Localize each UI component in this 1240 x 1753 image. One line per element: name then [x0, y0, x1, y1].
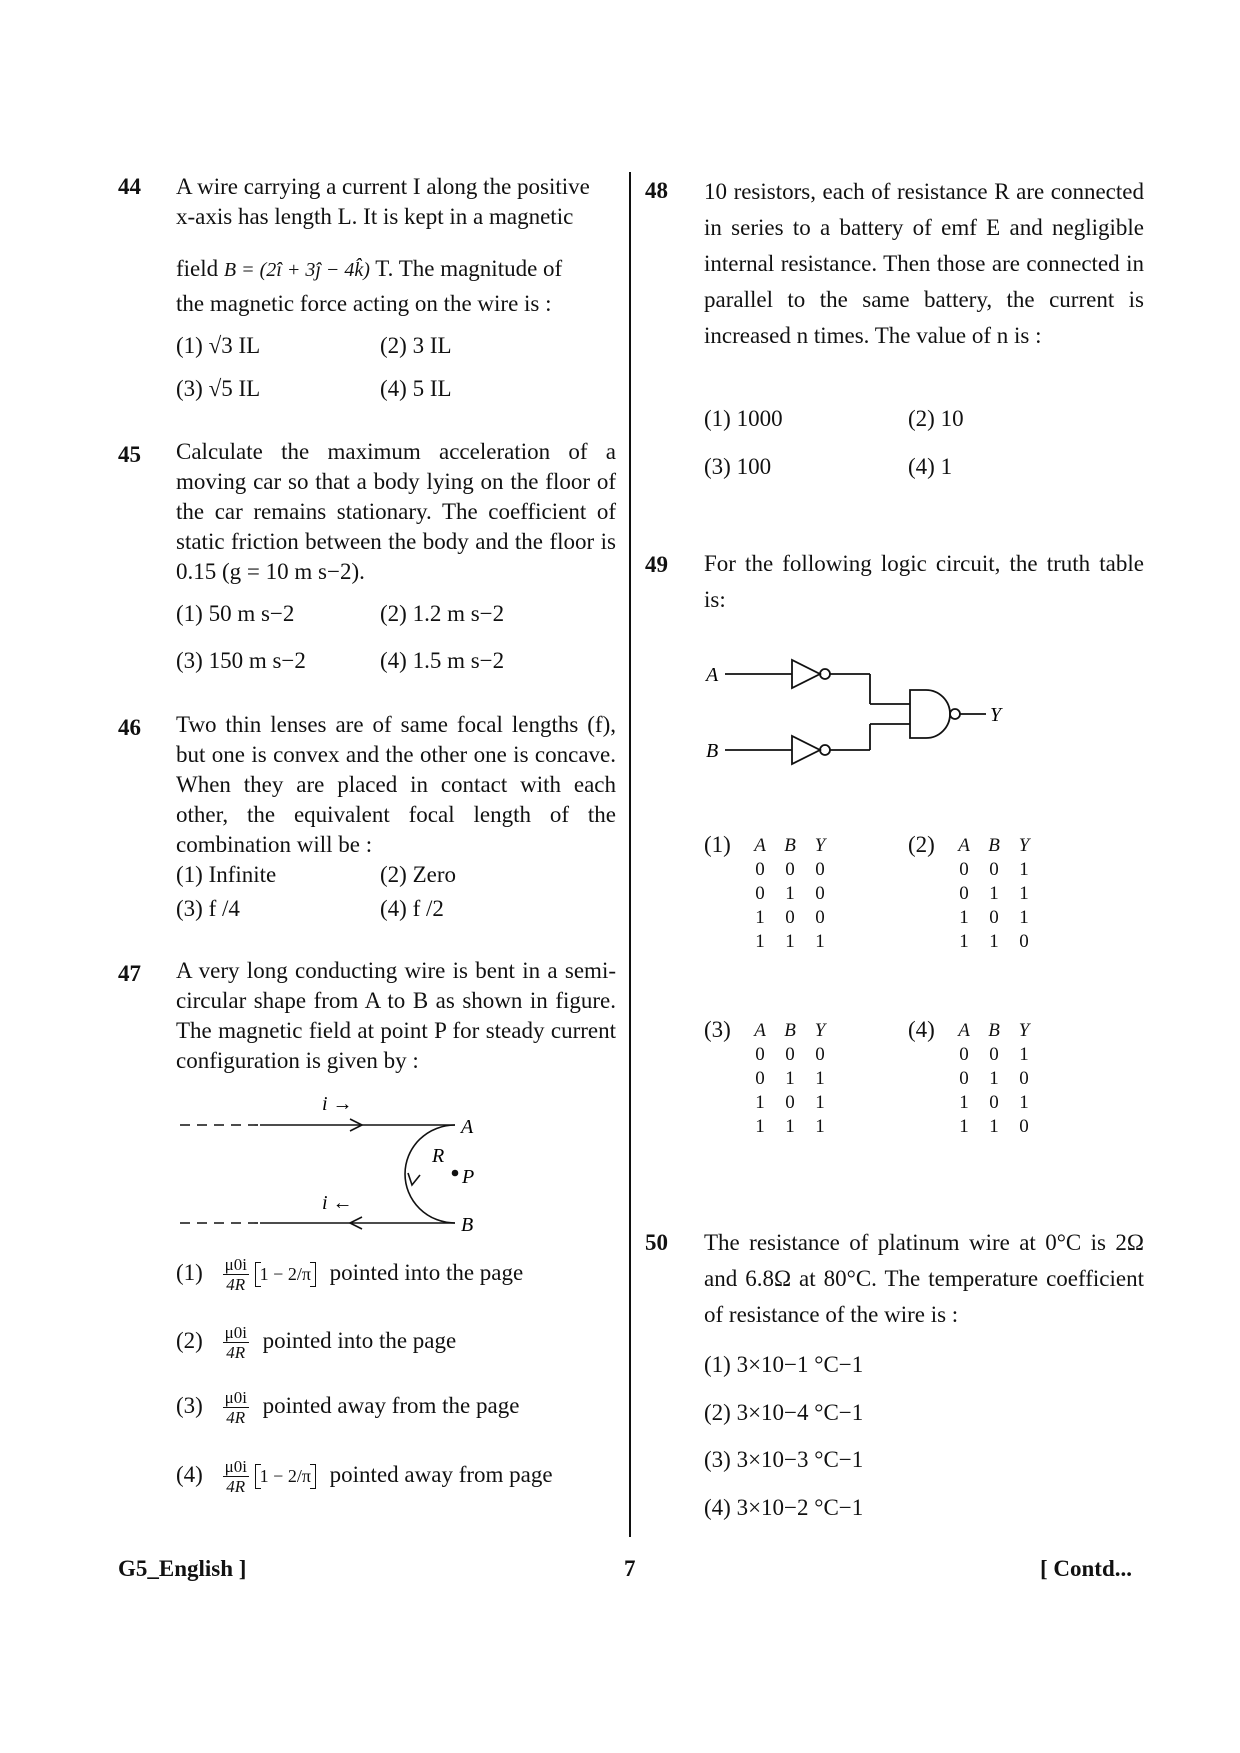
mu0i-over-4R: $\frac{\mu 0i}{4R}$: [224, 1323, 247, 1362]
footer-continued: [ Contd...: [1040, 1556, 1133, 1581]
field-vector-expression: B = (2î + 3ĵ − 4k̂): [223, 259, 370, 281]
circuit-input-B: B: [706, 740, 719, 762]
question-47-text: A very long conducting wire is bent in a semi-circular shape from A to B as shown in figure. The magnetic field at point P for steady current configuration is given by :: [176, 958, 616, 1073]
question-number-47: 47: [118, 961, 141, 986]
mu0i-over-4R: $\frac{\mu 0i}{4R}$: [224, 1388, 247, 1427]
q46-option-3[interactable]: (3) f /4: [176, 896, 240, 921]
q49-option-4-label[interactable]: (4): [908, 1017, 935, 1042]
mu0i-over-4R: $\frac{\mu 0i}{4R}$: [224, 1457, 247, 1496]
question-45-text: Calculate the maximum acceleration of a moving car so that a body lying on the floor of the car remains stationary. The coefficient of static friction between the body and the floor is 0.15 (g = 10 m s−2).: [176, 439, 616, 584]
q49-option-2-label[interactable]: (2): [908, 832, 935, 857]
q49-option-3-table[interactable]: A B Y 0 0 0 0 1 1 1 0 1 1 1 1: [754, 1020, 826, 1137]
question-49-text: For the following logic circuit, the truth table is:: [704, 551, 1144, 612]
question-number-46: 46: [118, 715, 141, 740]
q48-option-1[interactable]: (1) 1000: [704, 406, 783, 431]
q49-option-1-label[interactable]: (1): [704, 832, 731, 857]
logic-circuit-diagram: [700, 650, 1020, 780]
q44-line3: field B = (2î + 3ĵ − 4k̂) T. The magnitude of: [176, 256, 563, 281]
q47-option-3[interactable]: (3) $\frac{\mu 0i}{4R}$ pointed away from the page: [176, 1388, 520, 1427]
question-number-50: 50: [645, 1230, 668, 1255]
q50-option-3[interactable]: (3) 3×10−3 °C−1: [704, 1447, 864, 1472]
q45-option-1[interactable]: (1) 50 m s−2: [176, 601, 295, 626]
q50-option-4[interactable]: (4) 3×10−2 °C−1: [704, 1495, 864, 1520]
q47-option-4[interactable]: (4) $\frac{\mu 0i}{4R}$ 1 − 2/π pointed away from page: [176, 1457, 553, 1496]
q44-line1: A wire carrying a current I along the positive: [176, 174, 590, 199]
circuit-output-Y: Y: [990, 704, 1002, 726]
bracket-term: 1 − 2/π: [255, 1262, 316, 1287]
q44-option-4[interactable]: (4) 5 IL: [380, 376, 452, 401]
q45-option-4[interactable]: (4) 1.5 m s−2: [380, 648, 505, 673]
question-number-45: 45: [118, 442, 141, 467]
q49-option-3-label[interactable]: (3): [704, 1017, 731, 1042]
q49-option-4-table[interactable]: A B Y 0 0 1 0 1 0 1 0 1 1 1 0: [958, 1020, 1030, 1137]
semicircle-wire-figure: [170, 1085, 530, 1235]
q48-option-3[interactable]: (3) 100: [704, 454, 772, 479]
column-divider: [629, 172, 631, 1537]
question-44-text: [176, 172, 616, 319]
q45-option-3[interactable]: (3) 150 m s−2: [176, 648, 306, 673]
fig-label-A: A: [461, 1116, 474, 1138]
q49-option-2-table[interactable]: A B Y 0 0 1 0 1 1 1 0 1 1 1 0: [958, 835, 1030, 952]
question-number-49: 49: [645, 552, 668, 577]
q44-line4: the magnetic force acting on the wire is :: [176, 291, 552, 316]
question-46-text: Two thin lenses are of same focal lengths (f), but one is convex and the other one is concave. When they are placed in contact with each other, the equivalent focal length of the combination will be :: [176, 712, 616, 857]
q48-option-2[interactable]: (2) 10: [908, 406, 964, 431]
fig-label-R: R: [432, 1145, 445, 1167]
q45-option-2[interactable]: (2) 1.2 m s−2: [380, 601, 505, 626]
q50-option-1[interactable]: (1) 3×10−1 °C−1: [704, 1352, 864, 1377]
footer-paper-code: G5_English ]: [118, 1556, 247, 1581]
question-number-44: 44: [118, 174, 141, 199]
question-50-text: The resistance of platinum wire at 0°C is 2Ω and 6.8Ω at 80°C. The temperature coefficient of resistance of the wire is :: [704, 1230, 1144, 1327]
bracket-term: 1 − 2/π: [255, 1464, 316, 1489]
q46-option-2[interactable]: (2) Zero: [380, 862, 456, 887]
q49-option-1-table[interactable]: A B Y 0 0 0 0 1 0 1 0 0 1 1 1: [754, 835, 826, 952]
q47-option-1[interactable]: (1) $\frac{\mu 0i}{4R}$ 1 − 2/π pointed into the page: [176, 1255, 524, 1294]
circuit-input-A: A: [706, 664, 719, 686]
q44-option-1[interactable]: (1) √3 IL: [176, 333, 261, 358]
q47-option-2[interactable]: (2) $\frac{\mu 0i}{4R}$ pointed into the page: [176, 1323, 457, 1362]
fig-label-P: P: [462, 1166, 475, 1188]
question-number-48: 48: [645, 178, 668, 203]
q44-option-2[interactable]: (2) 3 IL: [380, 333, 452, 358]
question-48-text: 10 resistors, each of resistance R are connected in series to a battery of emf E and negligible internal resistance. Then those are connected in parallel to the same battery, the current is increased n times. The value of n is :: [704, 179, 1144, 348]
q46-option-4[interactable]: (4) f /2: [380, 896, 444, 921]
q50-option-2[interactable]: (2) 3×10−4 °C−1: [704, 1400, 864, 1425]
fig-i-top: i →: [322, 1093, 353, 1115]
mu0i-over-4R: $\frac{\mu 0i}{4R}$: [224, 1255, 247, 1294]
q48-option-4[interactable]: (4) 1: [908, 454, 953, 479]
q46-option-1[interactable]: (1) Infinite: [176, 862, 277, 887]
fig-i-bottom: i ←: [322, 1192, 353, 1214]
page-number: 7: [624, 1556, 636, 1581]
q44-option-3[interactable]: (3) √5 IL: [176, 376, 261, 401]
q44-line2: x-axis has length L. It is kept in a magnetic: [176, 204, 574, 229]
fig-label-B: B: [461, 1214, 474, 1235]
